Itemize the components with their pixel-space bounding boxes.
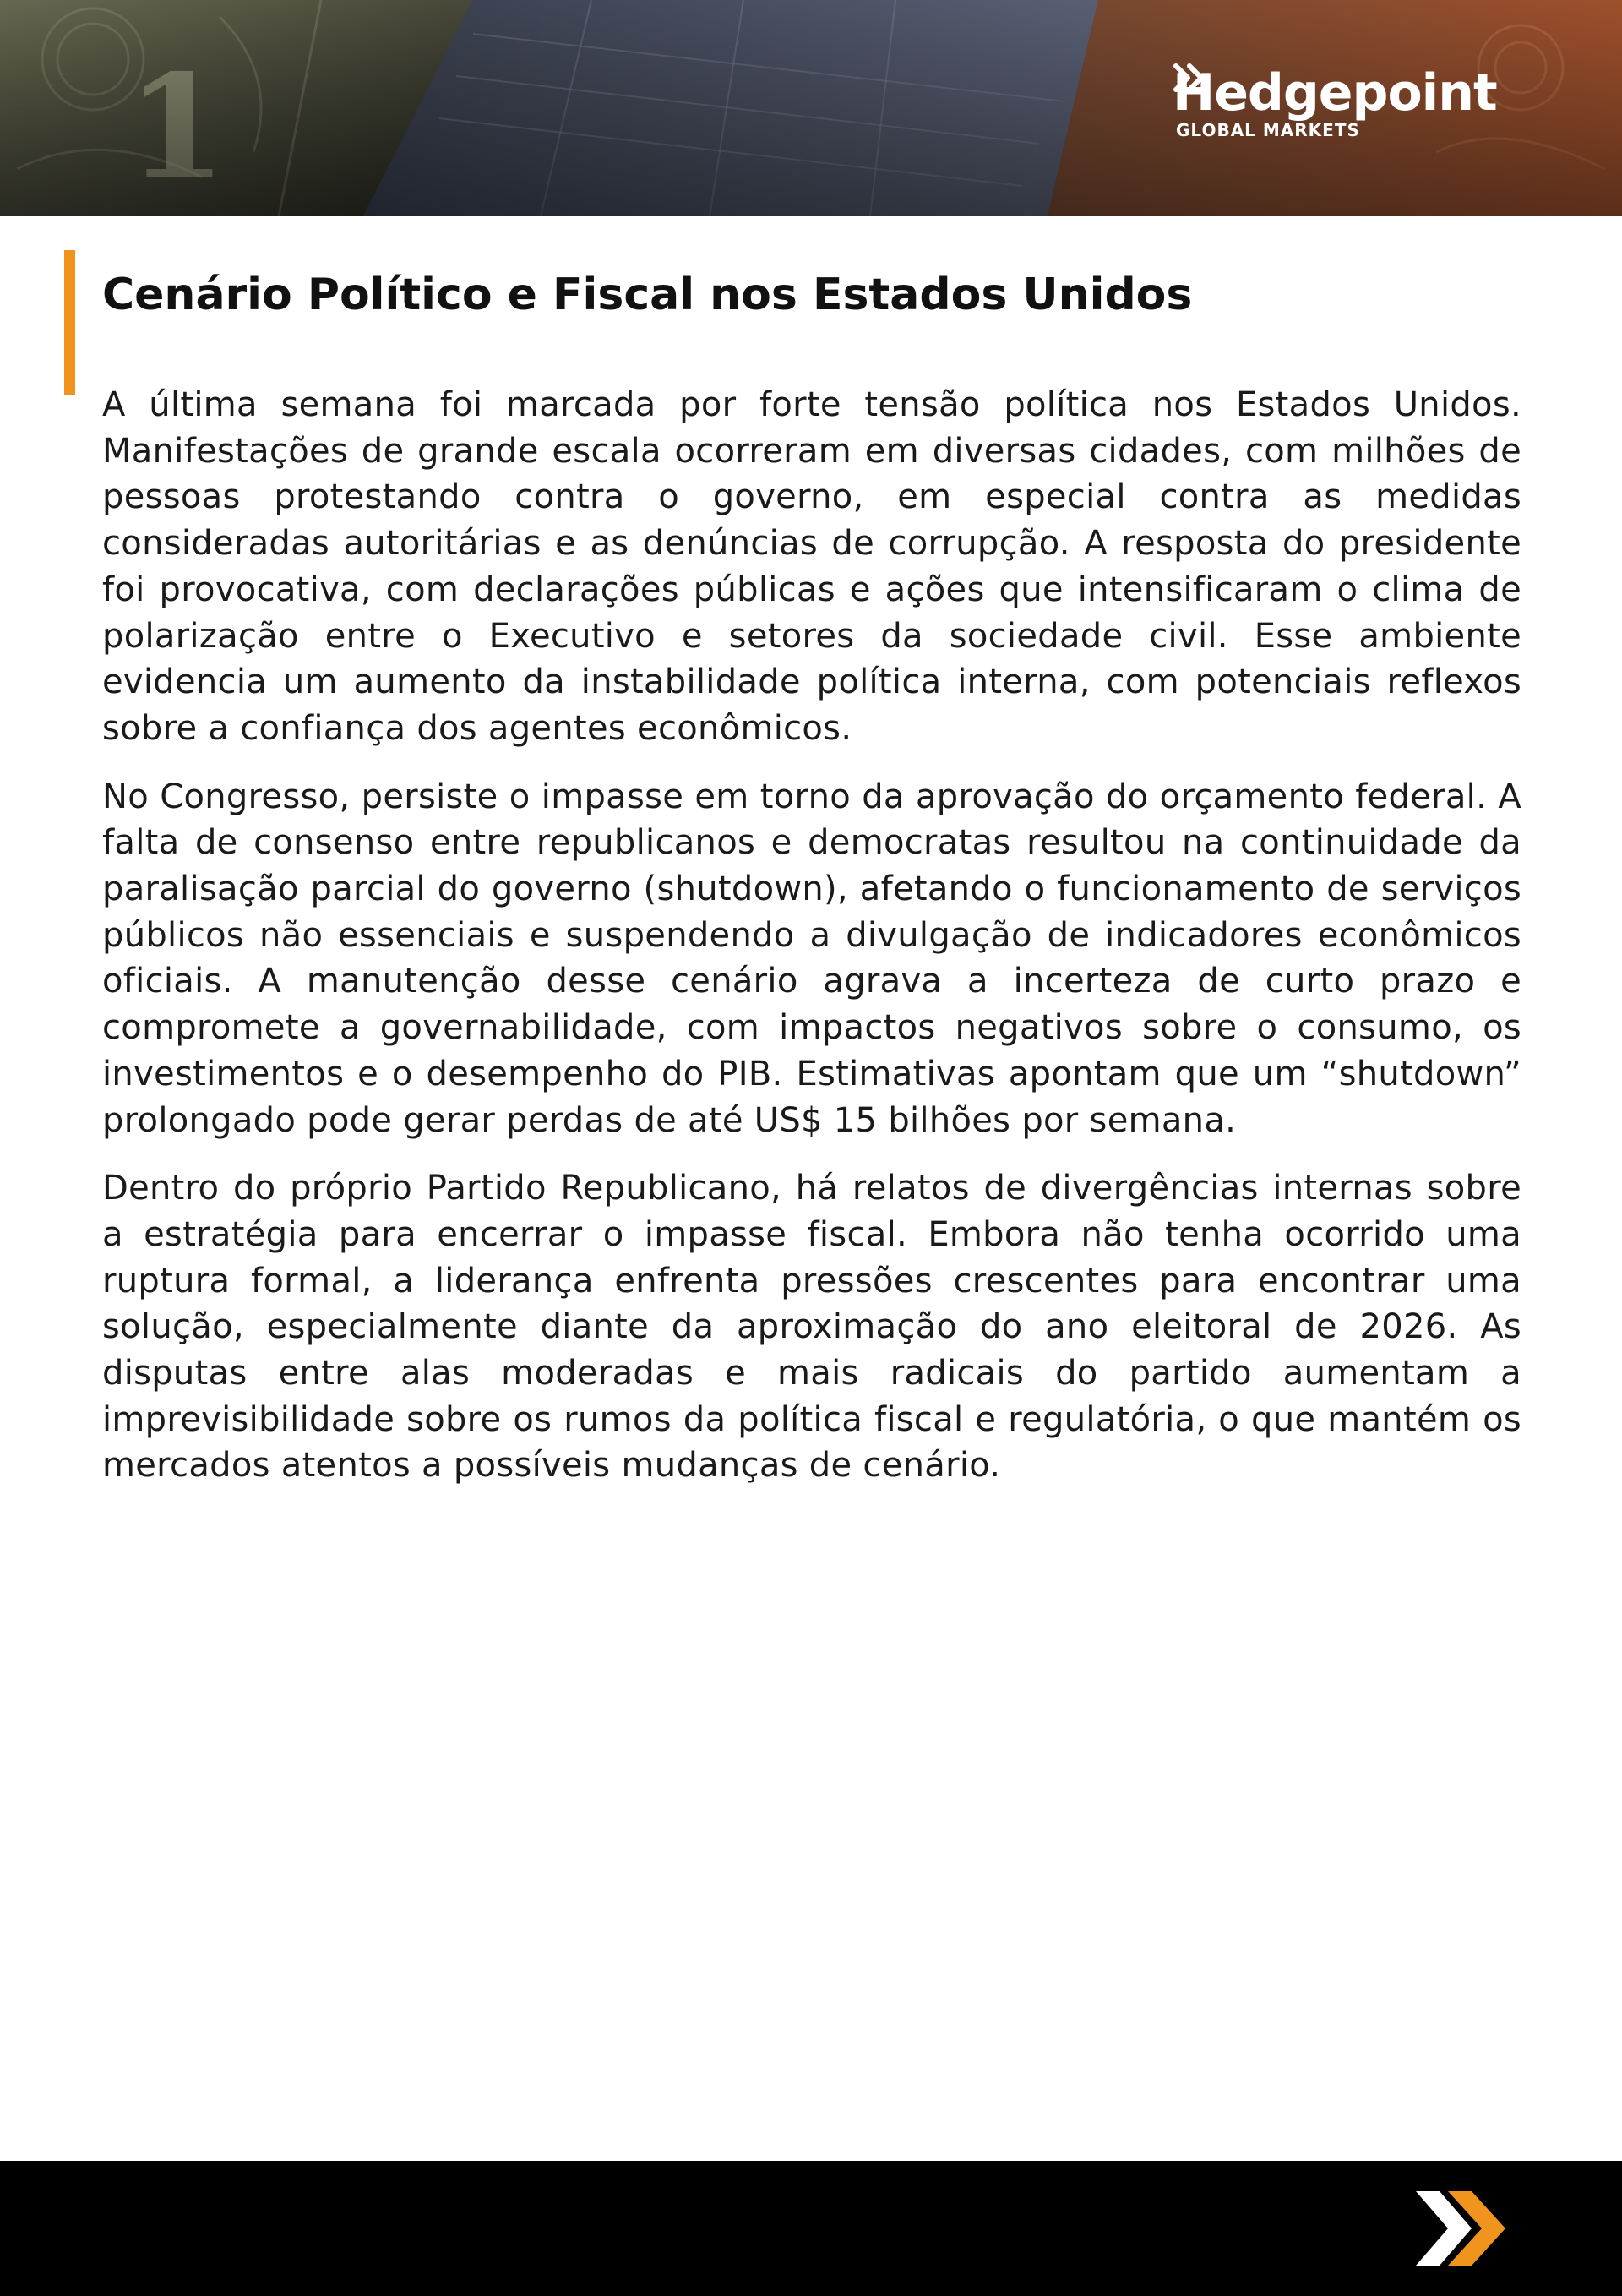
page-title: Cenário Político e Fiscal nos Estados Unidos xyxy=(102,270,1193,320)
paragraph-3: Dentro do próprio Partido Republicano, há relatos de divergências internas sobre a estratégia para encerrar o impasse fiscal. Embora não tenha ocorrido uma ruptura formal, a liderança enfrenta pressões crescentes para encontrar uma solução, especialmente diante da aproximação do ano eleitoral de 2026. As disputas entre alas moderadas e mais radicais do partido aumentam a imprevisibilidade sobre os rumos da política fiscal e regulatória, o que mantém os mercados atentos a possíveis mudanças de cenário. xyxy=(102,1169,1521,1486)
header-banner xyxy=(0,0,1622,216)
brand-logo[interactable] xyxy=(1173,61,1500,140)
paragraph-1: A última semana foi marcada por forte tensão política nos Estados Unidos. Manifestações de grande escala ocorreram em diversas cidades, com milhões de pessoas protestando contra o governo, em especial contra as medidas consideradas autoritárias e as denúncias de corrupção. A resposta do presidente foi provocativa, com declarações públicas e ações que intensificaram o clima de polarização entre o Executivo e setores da sociedade civil. Esse ambiente evidencia um aumento da instabilidade política interna, com potenciais reflexos sobre a confiança dos agentes econômicos. xyxy=(102,385,1521,748)
title-accent-bar xyxy=(64,250,75,395)
brand-name: Hedgepoint xyxy=(1173,63,1497,123)
article-body xyxy=(102,382,1521,1511)
brand-tagline: GLOBAL MARKETS xyxy=(1176,120,1360,140)
page-footer xyxy=(0,2161,1622,2296)
footer-chevron-logo-icon xyxy=(1411,2186,1512,2274)
paragraph-2: No Congresso, persiste o impasse em torno da aprovação do orçamento federal. A falta de consenso entre republicanos e democratas resultou na continuidade da paralisação parcial do governo (shutdown), afetando o funcionamento de serviços públicos não essenciais e suspendendo a divulgação de indicadores econômicos oficiais. A manutenção desse cenário agrava a incerteza de curto prazo e compromete a governabilidade, com impactos negativos sobre o consumo, os investimentos e o desempenho do PIB. Estimativas apontam que um “shutdown” prolongado pode gerar perdas de até US$ 15 bilhões por semana. xyxy=(102,777,1521,1140)
